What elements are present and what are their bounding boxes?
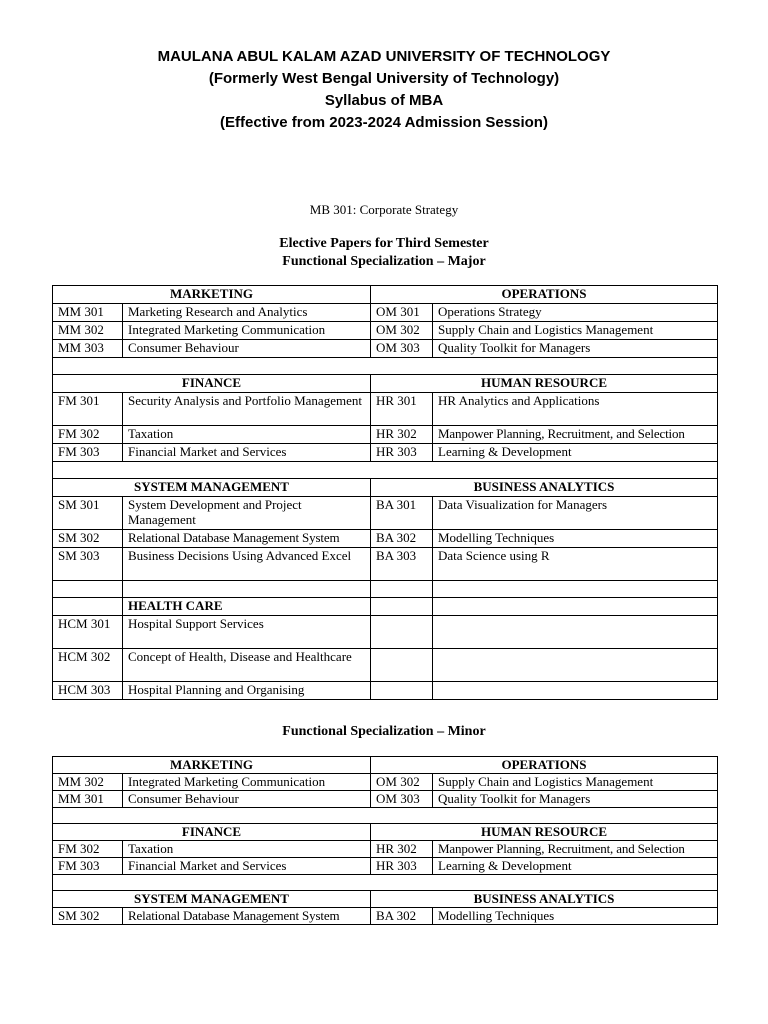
course-title: Modelling Techniques	[433, 908, 718, 925]
course-code: MM 303	[53, 340, 123, 358]
course-title: Supply Chain and Logistics Management	[433, 774, 718, 791]
course-code: FM 303	[53, 858, 123, 875]
course-title: Consumer Behaviour	[123, 791, 371, 808]
empty-cell	[123, 581, 371, 598]
empty-cell	[433, 616, 718, 649]
empty-cell	[371, 682, 433, 700]
course-title: Taxation	[123, 841, 371, 858]
major-heading: Functional Specialization – Major	[282, 254, 486, 269]
section-header-human-resource: HUMAN RESOURCE	[371, 824, 718, 841]
course-code: FM 302	[53, 841, 123, 858]
course-code: SM 303	[53, 548, 123, 581]
course-code: BA 301	[371, 497, 433, 530]
course-title: Learning & Development	[433, 444, 718, 462]
empty-cell	[371, 649, 433, 682]
course-title: Hospital Planning and Organising	[123, 682, 371, 700]
course-title: Financial Market and Services	[123, 858, 371, 875]
minor-heading: Functional Specialization – Minor	[282, 724, 486, 739]
minor-electives-table	[52, 756, 718, 925]
course-code: MM 302	[53, 322, 123, 340]
course-code: OM 302	[371, 322, 433, 340]
section-header-system-management: SYSTEM MANAGEMENT	[53, 891, 371, 908]
course-title: Financial Market and Services	[123, 444, 371, 462]
major-electives-table	[52, 285, 718, 700]
course-title: Marketing Research and Analytics	[123, 304, 371, 322]
course-title: Integrated Marketing Communication	[123, 322, 371, 340]
course-title: Manpower Planning, Recruitment, and Selection	[433, 841, 718, 858]
course-code: SM 302	[53, 530, 123, 548]
empty-cell	[371, 598, 433, 616]
section-header-operations: OPERATIONS	[371, 286, 718, 304]
course-title: Hospital Support Services	[123, 616, 371, 649]
course-code: MM 302	[53, 774, 123, 791]
empty-cell	[371, 616, 433, 649]
course-code: BA 302	[371, 530, 433, 548]
course-code: HCM 301	[53, 616, 123, 649]
section-header-human-resource: HUMAN RESOURCE	[371, 375, 718, 393]
empty-cell	[433, 649, 718, 682]
course-title: HR Analytics and Applications	[433, 393, 718, 426]
course-title: Business Decisions Using Advanced Excel	[123, 548, 371, 581]
course-code: FM 302	[53, 426, 123, 444]
course-title: Quality Toolkit for Managers	[433, 791, 718, 808]
course-title: Data Visualization for Managers	[433, 497, 718, 530]
empty-cell	[53, 581, 123, 598]
course-code: MM 301	[53, 304, 123, 322]
course-code: HR 302	[371, 426, 433, 444]
course-title: Supply Chain and Logistics Management	[433, 322, 718, 340]
empty-cell	[371, 581, 433, 598]
university-former-name: (Formerly West Bengal University of Technology)	[208, 70, 560, 87]
elective-heading: Elective Papers for Third Semester	[279, 236, 489, 251]
course-code: HCM 303	[53, 682, 123, 700]
section-header-business-analytics: BUSINESS ANALYTICS	[371, 479, 718, 497]
course-code: SM 301	[53, 497, 123, 530]
course-code: OM 303	[371, 340, 433, 358]
subject-title: MB 301: Corporate Strategy	[309, 202, 459, 217]
course-code: HR 303	[371, 858, 433, 875]
university-name: MAULANA ABUL KALAM AZAD UNIVERSITY OF TECHNOLOGY	[157, 48, 611, 65]
empty-cell	[433, 581, 718, 598]
section-header-business-analytics: BUSINESS ANALYTICS	[371, 891, 718, 908]
course-title: Relational Database Management System	[123, 530, 371, 548]
course-title: Consumer Behaviour	[123, 340, 371, 358]
course-title: Data Science using R	[433, 548, 718, 581]
empty-cell	[433, 598, 718, 616]
course-title: Learning & Development	[433, 858, 718, 875]
course-title: Concept of Health, Disease and Healthcare	[123, 649, 371, 682]
course-code: FM 303	[53, 444, 123, 462]
section-header-marketing: MARKETING	[53, 757, 371, 774]
course-code: SM 302	[53, 908, 123, 925]
empty-cell	[433, 682, 718, 700]
spacer-row	[53, 358, 718, 375]
spacer-row	[53, 462, 718, 479]
course-code: OM 301	[371, 304, 433, 322]
course-title: Manpower Planning, Recruitment, and Selection	[433, 426, 718, 444]
course-title: Modelling Techniques	[433, 530, 718, 548]
section-header-marketing: MARKETING	[53, 286, 371, 304]
effective-session: (Effective from 2023-2024 Admission Session)	[220, 114, 548, 131]
course-code: HCM 302	[53, 649, 123, 682]
course-code: OM 302	[371, 774, 433, 791]
course-title: Integrated Marketing Communication	[123, 774, 371, 791]
course-title: Quality Toolkit for Managers	[433, 340, 718, 358]
syllabus-title: Syllabus of MBA	[324, 92, 444, 109]
course-title: Taxation	[123, 426, 371, 444]
section-header-finance: FINANCE	[53, 375, 371, 393]
spacer-row	[53, 808, 718, 824]
document-header	[0, 46, 768, 134]
course-title: Security Analysis and Portfolio Management	[123, 393, 371, 426]
course-title: Operations Strategy	[433, 304, 718, 322]
spacer-row	[53, 875, 718, 891]
course-code: OM 303	[371, 791, 433, 808]
course-code: MM 301	[53, 791, 123, 808]
course-code: HR 303	[371, 444, 433, 462]
section-header-operations: OPERATIONS	[371, 757, 718, 774]
course-title: Relational Database Management System	[123, 908, 371, 925]
course-code: BA 303	[371, 548, 433, 581]
section-header-health-care: HEALTH CARE	[123, 598, 371, 616]
empty-cell	[53, 598, 123, 616]
course-code: FM 301	[53, 393, 123, 426]
course-code: HR 302	[371, 841, 433, 858]
course-code: HR 301	[371, 393, 433, 426]
section-header-system-management: SYSTEM MANAGEMENT	[53, 479, 371, 497]
section-header-finance: FINANCE	[53, 824, 371, 841]
course-code: BA 302	[371, 908, 433, 925]
course-title: System Development and Project Management	[123, 497, 371, 530]
